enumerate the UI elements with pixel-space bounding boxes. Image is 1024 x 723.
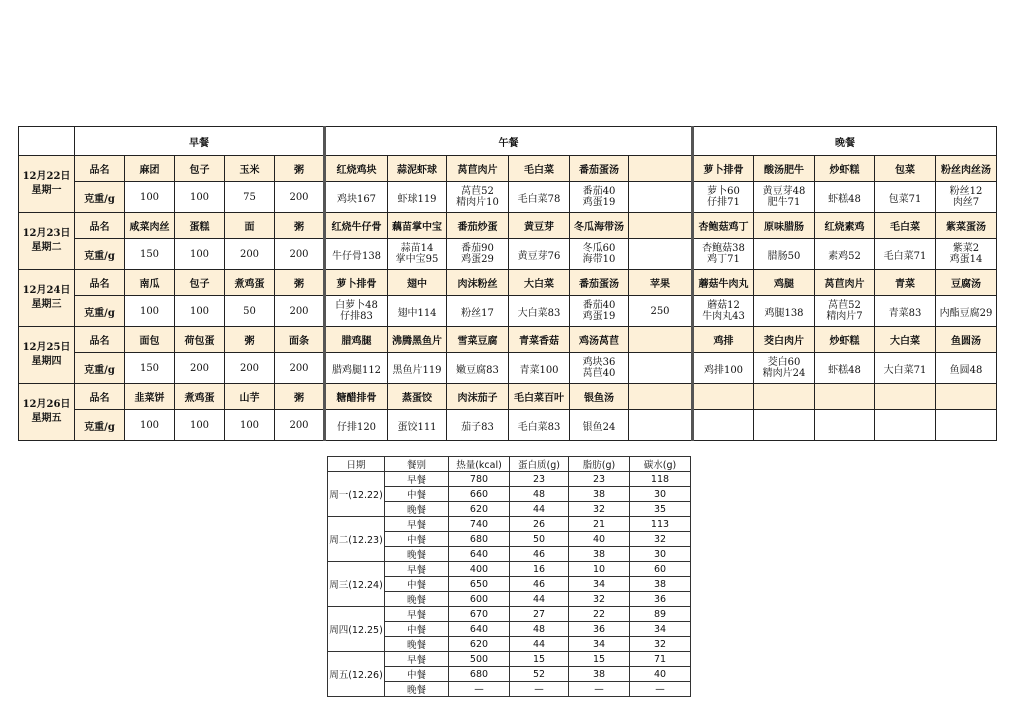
dinner-qty: 莴苣52 精肉片7 — [815, 296, 875, 327]
lunch-qty: 虾球119 — [388, 182, 447, 213]
meal-type: 晚餐 — [385, 682, 449, 697]
dinner-qty — [936, 410, 997, 441]
day-weekday: 星期五 — [31, 413, 62, 424]
meal-type: 早餐 — [385, 652, 449, 667]
day-cell — [19, 270, 75, 327]
lunch-qty — [629, 410, 693, 441]
breakfast-qty: 100 — [175, 182, 225, 213]
breakfast-qty: 200 — [225, 239, 275, 270]
meal-type: 早餐 — [385, 472, 449, 487]
lunch-qty: 鸡块167 — [325, 182, 388, 213]
menu-name-row — [19, 156, 997, 182]
protein-value: 52 — [510, 667, 569, 682]
breakfast-item: 荷包蛋 — [175, 327, 225, 353]
row-label-qty: 克重/g — [75, 182, 125, 213]
menu-name-row — [19, 270, 997, 296]
menu-name-row — [19, 384, 997, 410]
lunch-item: 沸腾黑鱼片 — [388, 327, 447, 353]
lunch-qty: 蒜苗14 掌中宝95 — [388, 239, 447, 270]
row-label-name: 品名 — [75, 384, 125, 410]
protein-value: 16 — [510, 562, 569, 577]
breakfast-qty: 200 — [275, 296, 325, 327]
kcal-value: 650 — [449, 577, 510, 592]
dinner-qty — [693, 410, 754, 441]
dinner-qty: 虾糕48 — [815, 353, 875, 384]
breakfast-item: 粥 — [275, 384, 325, 410]
fat-value: 22 — [569, 607, 630, 622]
breakfast-qty: 200 — [275, 239, 325, 270]
protein-value: 48 — [510, 487, 569, 502]
breakfast-qty: 200 — [225, 353, 275, 384]
lunch-item: 红烧牛仔骨 — [325, 213, 388, 239]
lunch-item: 毛白菜 — [509, 156, 570, 182]
dinner-item: 原味腊肠 — [754, 213, 815, 239]
dinner-qty: 鱼圆48 — [936, 353, 997, 384]
dinner-item: 炒虾糕 — [815, 156, 875, 182]
breakfast-header: 早餐 — [75, 127, 325, 156]
lunch-item: 番茄蛋汤 — [570, 156, 629, 182]
carbs-value: 32 — [630, 532, 691, 547]
dinner-qty — [754, 410, 815, 441]
lunch-item: 肉沫粉丝 — [447, 270, 509, 296]
kcal-value: 620 — [449, 502, 510, 517]
row-label-name: 品名 — [75, 156, 125, 182]
header-fat: 脂肪(g) — [569, 457, 630, 472]
row-label-qty: 克重/g — [75, 410, 125, 441]
lunch-qty: 鸡块36 莴苣40 — [570, 353, 629, 384]
lunch-item: 蒜泥虾球 — [388, 156, 447, 182]
day-cell — [19, 384, 75, 441]
meal-type: 早餐 — [385, 562, 449, 577]
fat-value: 36 — [569, 622, 630, 637]
lunch-qty — [629, 239, 693, 270]
carbs-value: 36 — [630, 592, 691, 607]
day-date: 12月24日 — [22, 285, 71, 296]
breakfast-qty: 100 — [125, 182, 175, 213]
meal-type: 中餐 — [385, 577, 449, 592]
nutrition-day: 周三(12.24) — [328, 562, 385, 607]
carbs-value: 32 — [630, 637, 691, 652]
kcal-value: 400 — [449, 562, 510, 577]
protein-value: 44 — [510, 502, 569, 517]
lunch-qty: 白萝卜48 仔排83 — [325, 296, 388, 327]
dinner-item: 包菜 — [875, 156, 936, 182]
row-label-name: 品名 — [75, 327, 125, 353]
breakfast-qty: 100 — [175, 410, 225, 441]
lunch-qty — [629, 182, 693, 213]
fat-value: 23 — [569, 472, 630, 487]
meal-type: 晚餐 — [385, 592, 449, 607]
fat-value: 21 — [569, 517, 630, 532]
nutrition-row — [328, 607, 691, 622]
dinner-item — [875, 384, 936, 410]
lunch-qty: 茄子83 — [447, 410, 509, 441]
breakfast-qty: 100 — [175, 239, 225, 270]
nutrition-row — [328, 562, 691, 577]
day-cell — [19, 327, 75, 384]
protein-value: 48 — [510, 622, 569, 637]
nutrition-header-row — [328, 457, 691, 472]
lunch-item — [629, 327, 693, 353]
breakfast-qty: 100 — [225, 410, 275, 441]
lunch-qty: 番茄40 鸡蛋19 — [570, 182, 629, 213]
carbs-value: 113 — [630, 517, 691, 532]
protein-value: 27 — [510, 607, 569, 622]
breakfast-qty: 200 — [275, 182, 325, 213]
dinner-qty: 紫菜2 鸡蛋14 — [936, 239, 997, 270]
protein-value: 26 — [510, 517, 569, 532]
lunch-item: 黄豆芽 — [509, 213, 570, 239]
protein-value: 50 — [510, 532, 569, 547]
nutrition-day: 周四(12.25) — [328, 607, 385, 652]
lunch-qty: 仔排120 — [325, 410, 388, 441]
kcal-value: — — [449, 682, 510, 697]
row-label-name: 品名 — [75, 213, 125, 239]
lunch-qty: 牛仔骨138 — [325, 239, 388, 270]
nutrition-day: 周二(12.23) — [328, 517, 385, 562]
fat-value: 34 — [569, 637, 630, 652]
lunch-qty: 冬瓜60 海带10 — [570, 239, 629, 270]
lunch-qty: 大白菜83 — [509, 296, 570, 327]
fat-value: 40 — [569, 532, 630, 547]
nutrition-row — [328, 652, 691, 667]
carbs-value: 30 — [630, 487, 691, 502]
day-cell — [19, 213, 75, 270]
carbs-value: 71 — [630, 652, 691, 667]
nutrition-day: 周一(12.22) — [328, 472, 385, 517]
dinner-item: 炒虾糕 — [815, 327, 875, 353]
day-date: 12月25日 — [22, 342, 71, 353]
carbs-value: 89 — [630, 607, 691, 622]
row-label-qty: 克重/g — [75, 239, 125, 270]
dinner-qty: 青菜83 — [875, 296, 936, 327]
dinner-qty: 鸡排100 — [693, 353, 754, 384]
header-kcal: 热量(kcal) — [449, 457, 510, 472]
day-weekday: 星期一 — [31, 185, 62, 196]
carbs-value: 60 — [630, 562, 691, 577]
dinner-item: 鸡排 — [693, 327, 754, 353]
breakfast-item: 山芋 — [225, 384, 275, 410]
dinner-item: 杏鲍菇鸡丁 — [693, 213, 754, 239]
lunch-item: 藕苗掌中宝 — [388, 213, 447, 239]
lunch-item: 大白菜 — [509, 270, 570, 296]
dinner-qty: 杏鲍菇38 鸡丁71 — [693, 239, 754, 270]
weekly-menu-table — [18, 126, 997, 441]
lunch-item — [629, 156, 693, 182]
breakfast-qty: 150 — [125, 239, 175, 270]
lunch-item: 萝卜排骨 — [325, 270, 388, 296]
menu-qty-row — [19, 410, 997, 441]
breakfast-qty: 200 — [275, 353, 325, 384]
breakfast-qty: 75 — [225, 182, 275, 213]
dinner-qty: 蘑菇12 牛肉丸43 — [693, 296, 754, 327]
fat-value: 34 — [569, 577, 630, 592]
breakfast-item: 南瓜 — [125, 270, 175, 296]
lunch-item: 苹果 — [629, 270, 693, 296]
dinner-qty: 大白菜71 — [875, 353, 936, 384]
breakfast-item: 面 — [225, 213, 275, 239]
lunch-item: 毛白菜百叶 — [509, 384, 570, 410]
nutrition-day: 周五(12.26) — [328, 652, 385, 697]
protein-value: 46 — [510, 577, 569, 592]
dinner-item: 酸汤肥牛 — [754, 156, 815, 182]
lunch-item: 青菜香菇 — [509, 327, 570, 353]
lunch-item — [629, 213, 693, 239]
lunch-item: 雪菜豆腐 — [447, 327, 509, 353]
breakfast-qty: 150 — [125, 353, 175, 384]
dinner-qty: 腊肠50 — [754, 239, 815, 270]
day-weekday: 星期三 — [31, 299, 62, 310]
lunch-qty: 毛白菜83 — [509, 410, 570, 441]
protein-value: 44 — [510, 592, 569, 607]
kcal-value: 500 — [449, 652, 510, 667]
kcal-value: 740 — [449, 517, 510, 532]
carbs-value: 30 — [630, 547, 691, 562]
meal-type: 中餐 — [385, 487, 449, 502]
fat-value: 10 — [569, 562, 630, 577]
meal-type: 中餐 — [385, 667, 449, 682]
lunch-qty: 番茄90 鸡蛋29 — [447, 239, 509, 270]
breakfast-item: 韭菜饼 — [125, 384, 175, 410]
lunch-qty: 黑鱼片119 — [388, 353, 447, 384]
lunch-qty — [629, 353, 693, 384]
lunch-qty: 250 — [629, 296, 693, 327]
lunch-item: 鸡汤莴苣 — [570, 327, 629, 353]
lunch-item: 番茄炒蛋 — [447, 213, 509, 239]
breakfast-item: 面条 — [275, 327, 325, 353]
lunch-item: 冬瓜海带汤 — [570, 213, 629, 239]
dinner-item: 莴苣肉片 — [815, 270, 875, 296]
lunch-qty: 嫩豆腐83 — [447, 353, 509, 384]
kcal-value: 660 — [449, 487, 510, 502]
menu-qty-row — [19, 296, 997, 327]
row-label-qty: 克重/g — [75, 296, 125, 327]
lunch-qty: 番茄40 鸡蛋19 — [570, 296, 629, 327]
kcal-value: 640 — [449, 622, 510, 637]
carbs-value: 35 — [630, 502, 691, 517]
kcal-value: 680 — [449, 532, 510, 547]
kcal-value: 680 — [449, 667, 510, 682]
dinner-qty: 茭白60 精肉片24 — [754, 353, 815, 384]
breakfast-qty: 50 — [225, 296, 275, 327]
lunch-qty: 腊鸡腿112 — [325, 353, 388, 384]
protein-value: — — [510, 682, 569, 697]
dinner-item: 大白菜 — [875, 327, 936, 353]
meal-type: 早餐 — [385, 607, 449, 622]
breakfast-item: 煮鸡蛋 — [175, 384, 225, 410]
menu-name-row — [19, 213, 997, 239]
meal-type: 中餐 — [385, 532, 449, 547]
menu-qty-row — [19, 182, 997, 213]
dinner-qty: 虾糕48 — [815, 182, 875, 213]
menu-qty-row — [19, 353, 997, 384]
breakfast-qty: 200 — [175, 353, 225, 384]
breakfast-qty: 100 — [175, 296, 225, 327]
dinner-item: 鱼圆汤 — [936, 327, 997, 353]
carbs-value: 40 — [630, 667, 691, 682]
lunch-item: 蒸蛋饺 — [388, 384, 447, 410]
dinner-item: 鸡腿 — [754, 270, 815, 296]
fat-value: 15 — [569, 652, 630, 667]
day-weekday: 星期四 — [31, 356, 62, 367]
lunch-item — [629, 384, 693, 410]
breakfast-item: 粥 — [225, 327, 275, 353]
lunch-item: 腊鸡腿 — [325, 327, 388, 353]
breakfast-qty: 100 — [125, 296, 175, 327]
meal-type: 晚餐 — [385, 502, 449, 517]
meal-type: 晚餐 — [385, 547, 449, 562]
breakfast-item: 麻团 — [125, 156, 175, 182]
nutrition-row — [328, 517, 691, 532]
breakfast-item: 粥 — [275, 156, 325, 182]
lunch-qty: 蛋饺111 — [388, 410, 447, 441]
protein-value: 44 — [510, 637, 569, 652]
day-date: 12月23日 — [22, 228, 71, 239]
lunch-qty: 银鱼24 — [570, 410, 629, 441]
breakfast-qty: 100 — [125, 410, 175, 441]
corner-cell — [19, 127, 75, 156]
meal-type: 晚餐 — [385, 637, 449, 652]
dinner-qty: 毛白菜71 — [875, 239, 936, 270]
lunch-item: 翅中 — [388, 270, 447, 296]
lunch-header: 午餐 — [325, 127, 693, 156]
dinner-qty — [875, 410, 936, 441]
row-label-name: 品名 — [75, 270, 125, 296]
lunch-qty: 莴苣52 精肉片10 — [447, 182, 509, 213]
dinner-item: 萝卜排骨 — [693, 156, 754, 182]
protein-value: 46 — [510, 547, 569, 562]
lunch-item: 肉沫茄子 — [447, 384, 509, 410]
lunch-qty: 毛白菜78 — [509, 182, 570, 213]
dinner-item: 豆腐汤 — [936, 270, 997, 296]
dinner-item: 青菜 — [875, 270, 936, 296]
header-protein: 蛋白质(g) — [510, 457, 569, 472]
breakfast-item: 粥 — [275, 213, 325, 239]
lunch-qty: 青菜100 — [509, 353, 570, 384]
breakfast-item: 煮鸡蛋 — [225, 270, 275, 296]
menu-header-row — [19, 127, 997, 156]
carbs-value: — — [630, 682, 691, 697]
dinner-header: 晚餐 — [693, 127, 997, 156]
carbs-value: 38 — [630, 577, 691, 592]
fat-value: 38 — [569, 667, 630, 682]
row-label-qty: 克重/g — [75, 353, 125, 384]
dinner-item — [754, 384, 815, 410]
lunch-item: 银鱼汤 — [570, 384, 629, 410]
fat-value: 38 — [569, 487, 630, 502]
fat-value: 38 — [569, 547, 630, 562]
breakfast-item: 面包 — [125, 327, 175, 353]
meal-type: 早餐 — [385, 517, 449, 532]
dinner-qty: 黄豆芽48 肥牛71 — [754, 182, 815, 213]
dinner-qty: 内酯豆腐29 — [936, 296, 997, 327]
day-weekday: 星期二 — [31, 242, 62, 253]
breakfast-item: 包子 — [175, 270, 225, 296]
breakfast-item: 玉米 — [225, 156, 275, 182]
kcal-value: 780 — [449, 472, 510, 487]
dinner-item: 茭白肉片 — [754, 327, 815, 353]
dinner-qty: 包菜71 — [875, 182, 936, 213]
lunch-qty: 翅中114 — [388, 296, 447, 327]
header-meal: 餐别 — [385, 457, 449, 472]
breakfast-qty: 200 — [275, 410, 325, 441]
day-date: 12月22日 — [22, 171, 71, 182]
fat-value: 32 — [569, 592, 630, 607]
breakfast-item: 蛋糕 — [175, 213, 225, 239]
lunch-qty: 粉丝17 — [447, 296, 509, 327]
lunch-item: 红烧鸡块 — [325, 156, 388, 182]
header-date: 日期 — [328, 457, 385, 472]
dinner-item: 粉丝肉丝汤 — [936, 156, 997, 182]
dinner-item: 紫菜蛋汤 — [936, 213, 997, 239]
dinner-qty: 素鸡52 — [815, 239, 875, 270]
menu-name-row — [19, 327, 997, 353]
kcal-value: 620 — [449, 637, 510, 652]
protein-value: 23 — [510, 472, 569, 487]
lunch-item: 莴苣肉片 — [447, 156, 509, 182]
dinner-qty: 粉丝12 肉丝7 — [936, 182, 997, 213]
breakfast-item: 包子 — [175, 156, 225, 182]
dinner-item: 毛白菜 — [875, 213, 936, 239]
header-carbs: 碳水(g) — [630, 457, 691, 472]
kcal-value: 670 — [449, 607, 510, 622]
meal-type: 中餐 — [385, 622, 449, 637]
breakfast-item: 咸菜肉丝 — [125, 213, 175, 239]
dinner-item — [693, 384, 754, 410]
dinner-qty: 鸡腿138 — [754, 296, 815, 327]
protein-value: 15 — [510, 652, 569, 667]
menu-qty-row — [19, 239, 997, 270]
carbs-value: 118 — [630, 472, 691, 487]
fat-value: — — [569, 682, 630, 697]
fat-value: 32 — [569, 502, 630, 517]
dinner-item: 红烧素鸡 — [815, 213, 875, 239]
day-cell — [19, 156, 75, 213]
nutrition-table — [327, 456, 691, 697]
dinner-item: 蘑菇牛肉丸 — [693, 270, 754, 296]
breakfast-item: 粥 — [275, 270, 325, 296]
lunch-item: 糖醋排骨 — [325, 384, 388, 410]
dinner-qty — [815, 410, 875, 441]
lunch-item: 番茄蛋汤 — [570, 270, 629, 296]
kcal-value: 600 — [449, 592, 510, 607]
nutrition-row — [328, 472, 691, 487]
day-date: 12月26日 — [22, 399, 71, 410]
lunch-qty: 黄豆芽76 — [509, 239, 570, 270]
dinner-item — [815, 384, 875, 410]
dinner-item — [936, 384, 997, 410]
carbs-value: 34 — [630, 622, 691, 637]
kcal-value: 640 — [449, 547, 510, 562]
dinner-qty: 萝卜60 仔排71 — [693, 182, 754, 213]
